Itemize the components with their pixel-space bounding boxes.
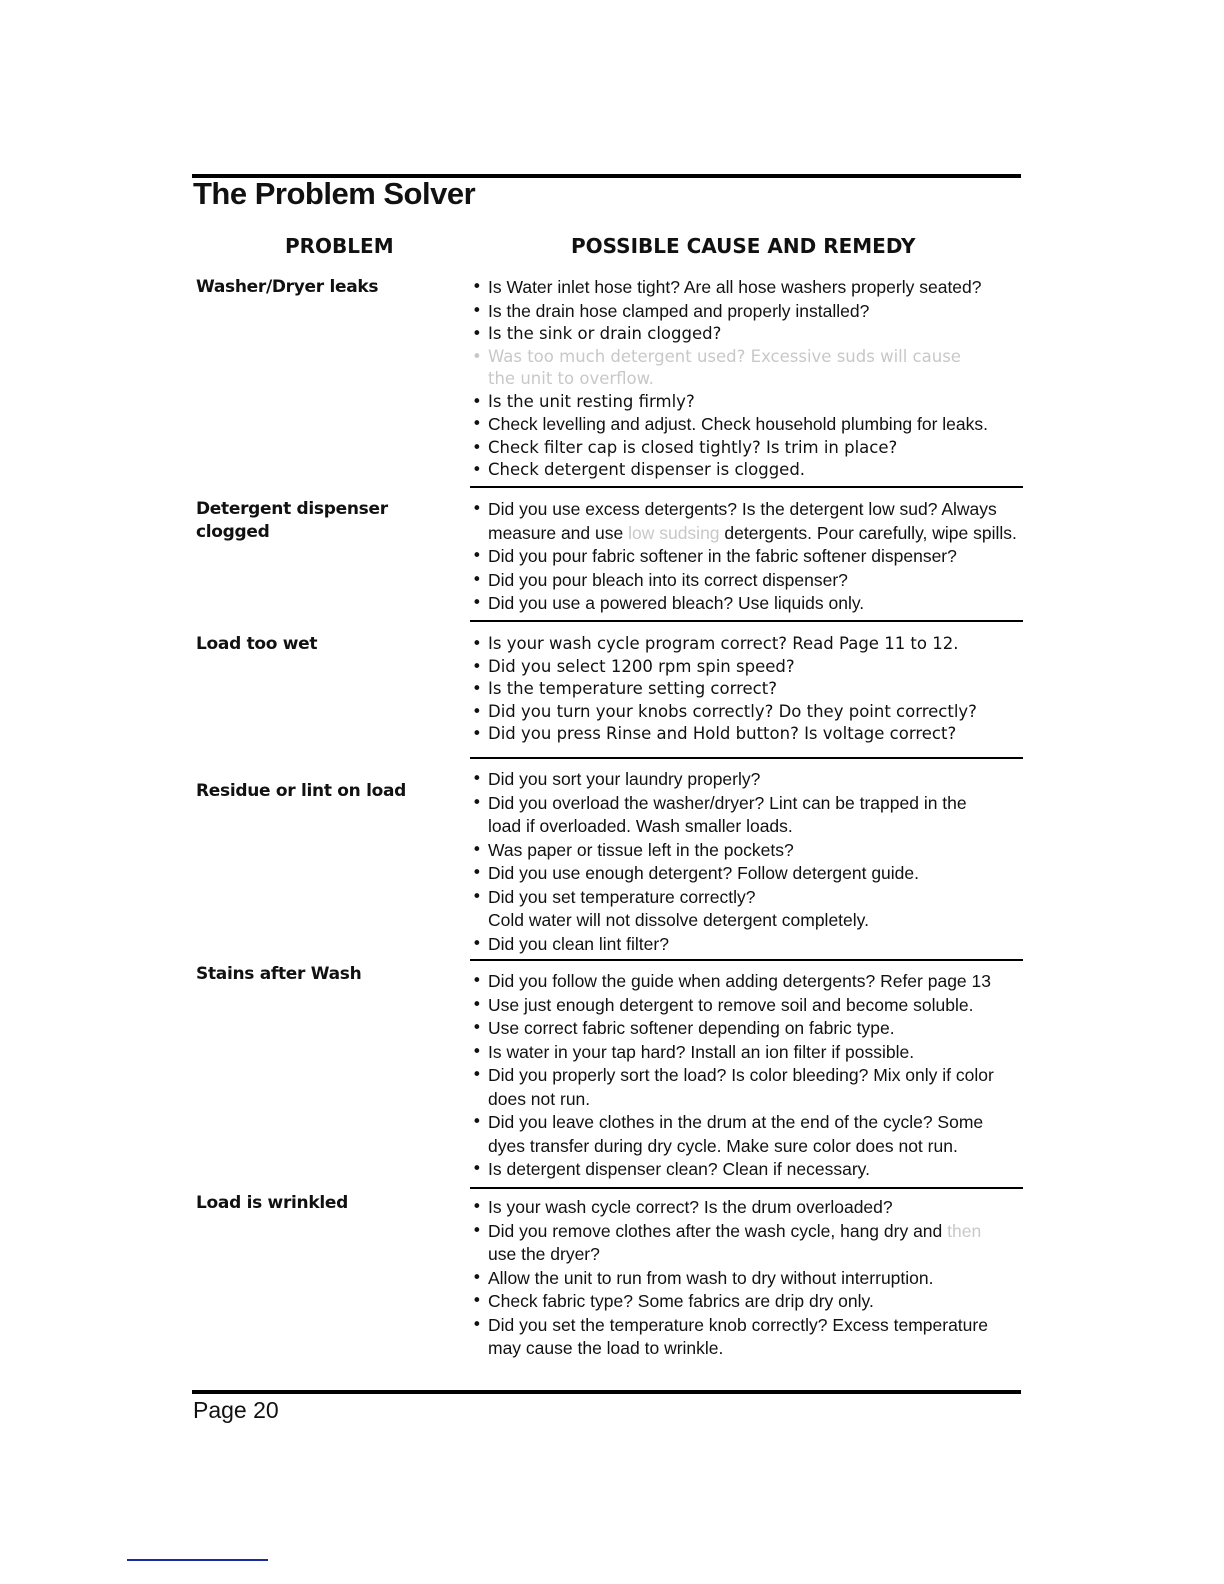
remedy-text: Did you press Rinse and Hold button? Is voltage correct? xyxy=(488,724,957,743)
remedy-list xyxy=(470,498,1050,616)
remedy-text: Is the drain hose clamped and properly installed? xyxy=(488,300,870,321)
problem-label-line: Stains after Wash xyxy=(196,964,362,984)
problem-label-line: Washer/Dryer leaks xyxy=(196,277,379,297)
remedy-item xyxy=(470,1041,1050,1065)
page-title: The Problem Solver xyxy=(193,176,476,211)
remedy-line xyxy=(488,909,1050,933)
problem-label-line: clogged xyxy=(196,522,270,542)
remedy-text: Was paper or tissue left in the pockets? xyxy=(488,839,794,860)
remedy-item xyxy=(470,886,1050,933)
remedy-text: Did you use a powered bleach? Use liquids only. xyxy=(488,593,865,613)
remedy-text: Did you pour fabric softener in the fabric softener dispenser? xyxy=(488,546,957,566)
remedy-item xyxy=(470,1196,1050,1220)
faint-text: low sudsing xyxy=(628,522,720,543)
remedy-line xyxy=(488,498,1050,522)
remedy-text: Use correct fabric softener depending on fabric type. xyxy=(488,1018,895,1038)
remedy-item xyxy=(470,1158,1050,1182)
remedy-line xyxy=(488,1220,1050,1244)
remedy-text: Did you use excess detergents? Is the detergent low sud? Always xyxy=(488,499,997,519)
problem-label xyxy=(196,780,406,803)
remedy-line xyxy=(488,323,1050,346)
remedy-text: Did you set the temperature knob correctly? Excess temperature xyxy=(488,1314,988,1335)
remedy-line xyxy=(488,368,1050,391)
remedy-line xyxy=(488,1158,1050,1182)
remedy-text: Did you set temperature correctly? xyxy=(488,886,756,907)
remedy-line xyxy=(488,1064,1050,1088)
section-divider xyxy=(470,757,1023,759)
remedy-text: Is Water inlet hose tight? Are all hose washers properly seated? xyxy=(488,277,982,297)
remedy-line xyxy=(488,1267,1050,1291)
remedy-item xyxy=(470,1017,1050,1041)
remedy-item xyxy=(470,970,1050,994)
remedy-list xyxy=(470,768,1050,956)
remedy-text: Did you remove clothes after the wash cycle, hang dry and xyxy=(488,1220,948,1241)
section-divider xyxy=(470,486,1023,488)
remedy-line xyxy=(488,391,1050,414)
section-divider xyxy=(470,959,1023,961)
remedy-text: Did you pour bleach into its correct dispenser? xyxy=(488,569,848,590)
section-divider xyxy=(470,1187,1023,1189)
remedy-line xyxy=(488,839,1050,863)
problem-label xyxy=(196,633,317,656)
remedy-text: detergents. Pour carefully, wipe spills. xyxy=(719,522,1017,543)
remedy-line xyxy=(488,994,1050,1018)
remedy-line xyxy=(488,1337,1050,1361)
remedy-text: Check fabric type? Some fabrics are drip dry only. xyxy=(488,1291,874,1311)
remedy-line xyxy=(488,792,1050,816)
remedy-line xyxy=(488,592,1050,616)
remedy-list xyxy=(470,970,1050,1182)
footer-rule xyxy=(192,1390,1021,1394)
remedy-line xyxy=(488,1314,1050,1338)
remedy-line xyxy=(488,1017,1050,1041)
remedy-line xyxy=(488,633,1050,656)
remedy-text: Did you properly sort the load? Is color bleeding? Mix only if color xyxy=(488,1065,994,1085)
problem-label xyxy=(196,276,378,299)
remedy-item xyxy=(470,633,1050,656)
faint-text: then xyxy=(947,1220,982,1241)
remedy-text: Cold water will not dissolve detergent completely. xyxy=(488,910,869,930)
remedy-item xyxy=(470,1267,1050,1291)
remedy-item xyxy=(470,592,1050,616)
remedy-text: Is detergent dispenser clean? Clean if necessary. xyxy=(488,1159,870,1179)
remedy-line xyxy=(488,522,1050,546)
remedy-item xyxy=(470,839,1050,863)
remedy-item xyxy=(470,437,1050,460)
remedy-line xyxy=(488,545,1050,569)
remedy-text: Did you follow the guide when adding detergents? Refer page 13 xyxy=(488,971,991,991)
blue-underline xyxy=(127,1559,268,1561)
remedy-text: Check filter cap is closed tightly? Is trim in place? xyxy=(488,437,898,457)
remedy-text: Was too much detergent used? Excessive suds will cause xyxy=(488,346,961,366)
remedy-line xyxy=(488,413,1050,437)
remedy-item xyxy=(470,994,1050,1018)
remedy-line xyxy=(488,437,1050,460)
remedy-line xyxy=(488,569,1050,593)
remedy-line xyxy=(488,276,1050,300)
problem-label-line: Detergent dispenser xyxy=(196,499,388,519)
remedy-text: Allow the unit to run from wash to dry without interruption. xyxy=(488,1267,934,1288)
problem-label-line: Load is wrinkled xyxy=(196,1193,348,1213)
remedy-item xyxy=(470,323,1050,346)
remedy-item xyxy=(470,723,1050,746)
remedy-line xyxy=(488,933,1050,957)
remedy-item xyxy=(470,1111,1050,1158)
remedy-item xyxy=(470,1314,1050,1361)
remedy-text: Is the sink or drain clogged? xyxy=(488,324,722,343)
remedy-list xyxy=(470,633,1050,746)
remedy-text: Check levelling and adjust. Check household plumbing for leaks. xyxy=(488,414,989,434)
remedy-column-header: POSSIBLE CAUSE AND REMEDY xyxy=(571,234,916,258)
remedy-item xyxy=(470,792,1050,839)
remedy-item xyxy=(470,656,1050,679)
remedy-item xyxy=(470,459,1050,482)
remedy-text: the unit to overflow. xyxy=(488,369,654,388)
remedy-text: Check detergent dispenser is clogged. xyxy=(488,460,806,479)
remedy-line xyxy=(488,678,1050,701)
remedy-text: Did you use enough detergent? Follow detergent guide. xyxy=(488,863,919,883)
remedy-item xyxy=(470,569,1050,593)
remedy-line xyxy=(488,1290,1050,1314)
remedy-text: Did you sort your laundry properly? xyxy=(488,769,761,789)
remedy-item xyxy=(470,300,1050,324)
remedy-text: may cause the load to wrinkle. xyxy=(488,1338,724,1358)
remedy-line xyxy=(488,1196,1050,1220)
remedy-line xyxy=(488,723,1050,746)
remedy-line xyxy=(488,1135,1050,1159)
remedy-line xyxy=(488,701,1050,724)
remedy-list xyxy=(470,276,1050,482)
remedy-item xyxy=(470,498,1050,545)
remedy-text: Did you clean lint filter? xyxy=(488,933,669,954)
remedy-line xyxy=(488,1088,1050,1112)
remedy-item xyxy=(470,1220,1050,1267)
remedy-item xyxy=(470,545,1050,569)
remedy-list xyxy=(470,1196,1050,1361)
remedy-item xyxy=(470,678,1050,701)
remedy-text: Did you leave clothes in the drum at the end of the cycle? Some xyxy=(488,1112,984,1132)
page-number: Page 20 xyxy=(193,1397,279,1423)
remedy-text: Did you overload the washer/dryer? Lint can be trapped in the xyxy=(488,792,967,813)
remedy-item xyxy=(470,933,1050,957)
remedy-text: load if overloaded. Wash smaller loads. xyxy=(488,816,793,836)
remedy-item xyxy=(470,862,1050,886)
remedy-item xyxy=(470,1290,1050,1314)
remedy-line xyxy=(488,300,1050,324)
remedy-text: does not run. xyxy=(488,1088,591,1109)
remedy-item xyxy=(470,768,1050,792)
remedy-text: Is your wash cycle correct? Is the drum overloaded? xyxy=(488,1197,893,1217)
remedy-line xyxy=(488,1243,1050,1267)
problem-label xyxy=(196,1192,348,1215)
remedy-text: Use just enough detergent to remove soil and become soluble. xyxy=(488,994,974,1015)
remedy-text: Is water in your tap hard? Install an ion filter if possible. xyxy=(488,1041,915,1062)
remedy-line xyxy=(488,1111,1050,1135)
remedy-line xyxy=(488,459,1050,482)
remedy-item xyxy=(470,1064,1050,1111)
problem-label-line: Residue or lint on load xyxy=(196,781,407,801)
section-divider xyxy=(470,620,1023,622)
remedy-text: dyes transfer during dry cycle. Make sure color does not run. xyxy=(488,1135,958,1156)
remedy-item xyxy=(470,413,1050,437)
problem-label xyxy=(196,498,388,544)
remedy-item xyxy=(470,276,1050,300)
problem-label xyxy=(196,963,361,986)
remedy-line xyxy=(488,656,1050,679)
remedy-item xyxy=(470,701,1050,724)
remedy-line xyxy=(488,1041,1050,1065)
problem-column-header: PROBLEM xyxy=(285,234,394,258)
remedy-text: Is the temperature setting correct? xyxy=(488,679,777,698)
remedy-line xyxy=(488,970,1050,994)
remedy-line xyxy=(488,346,1050,369)
remedy-item xyxy=(470,346,1050,391)
remedy-text: measure and use xyxy=(488,522,629,543)
remedy-line xyxy=(488,886,1050,910)
remedy-item xyxy=(470,391,1050,414)
remedy-text: Did you turn your knobs correctly? Do they point correctly? xyxy=(488,701,977,721)
remedy-line xyxy=(488,862,1050,886)
remedy-line xyxy=(488,815,1050,839)
problem-label-line: Load too wet xyxy=(196,634,318,654)
remedy-text: Is your wash cycle program correct? Read Page 11 to 12. xyxy=(488,634,959,653)
remedy-text: use the dryer? xyxy=(488,1244,600,1264)
remedy-text: Did you select 1200 rpm spin speed? xyxy=(488,656,795,676)
remedy-text: Is the unit resting firmly? xyxy=(488,391,695,411)
remedy-line xyxy=(488,768,1050,792)
